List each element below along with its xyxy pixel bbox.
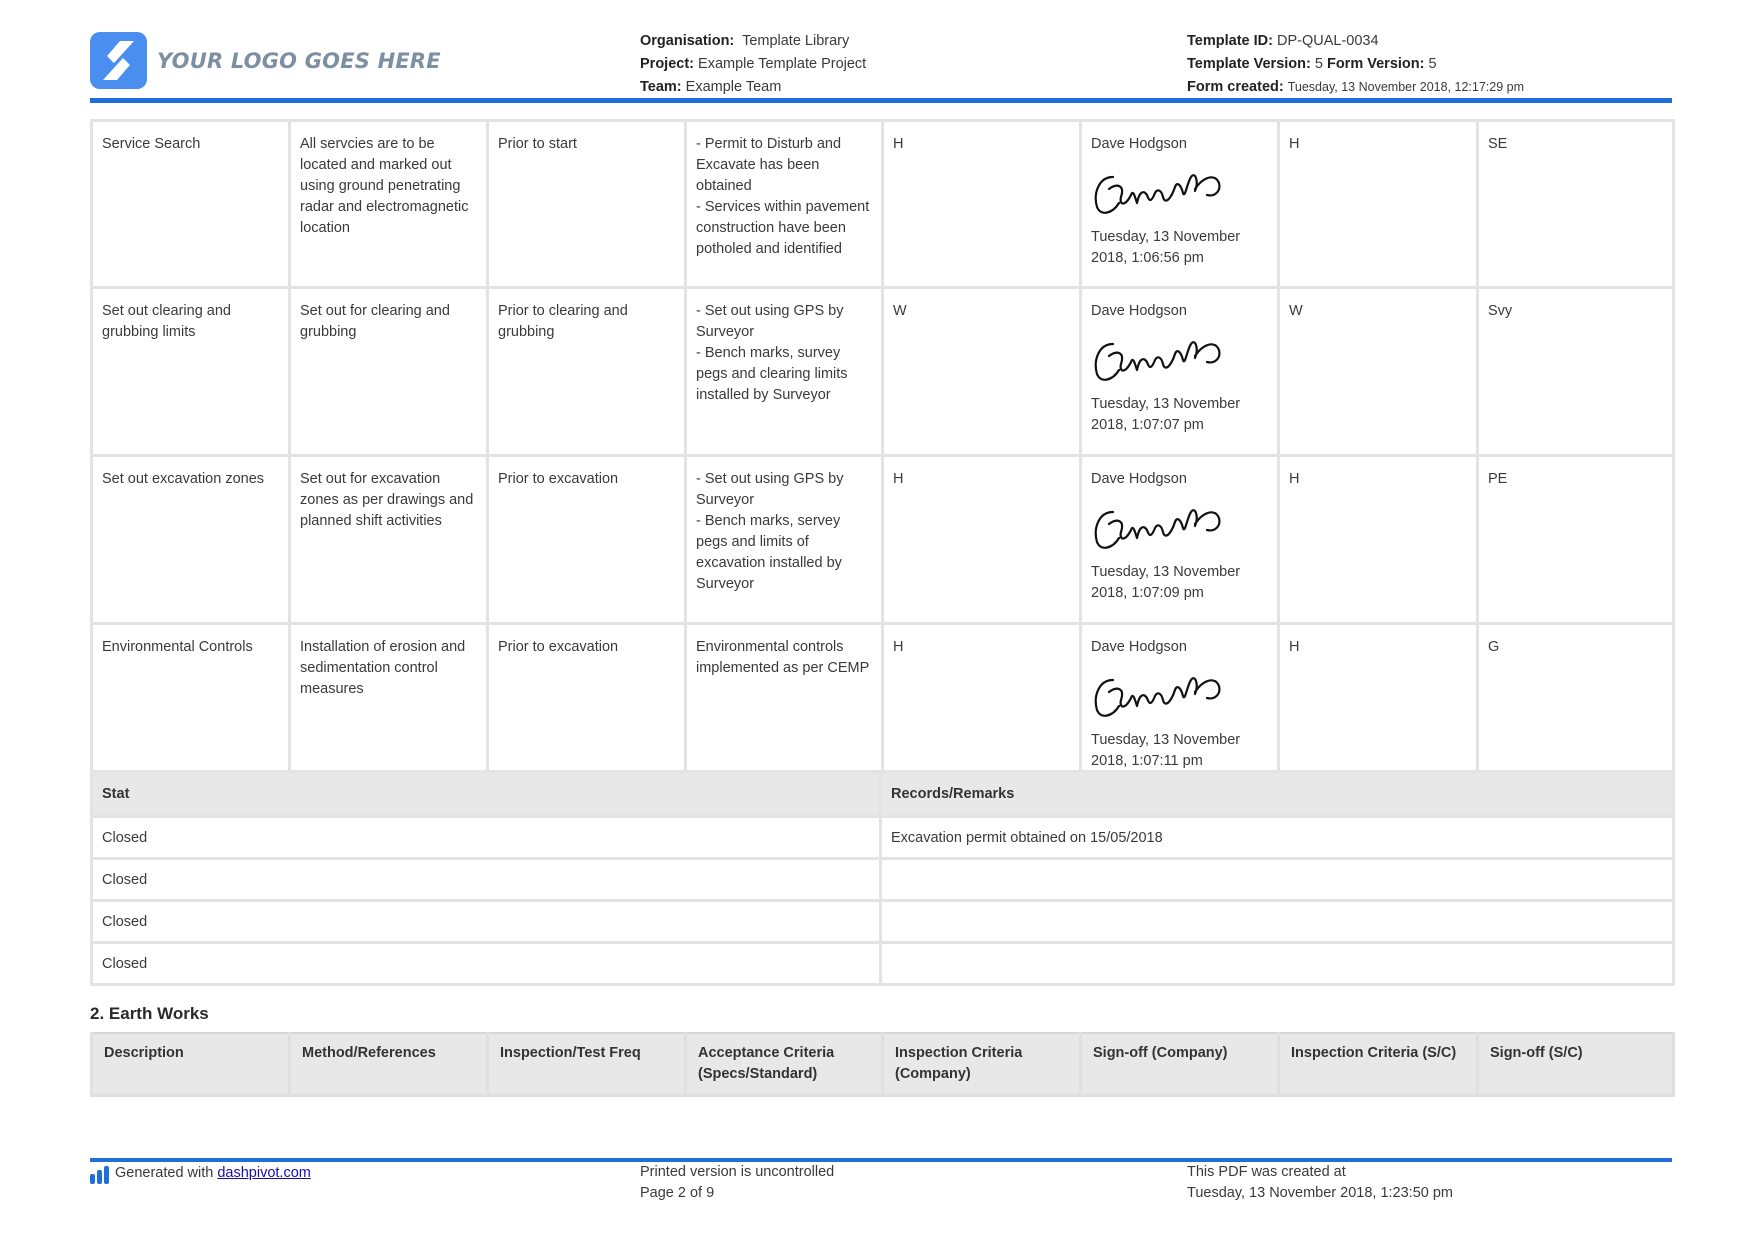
- dashpivot-icon: [90, 1166, 109, 1184]
- description-cell: Set out excavation zones: [92, 456, 290, 624]
- method-cell: Set out for excavation zones as per drawings and planned shift activities: [290, 456, 488, 624]
- column-header: Acceptance Criteria (Specs/Standard): [686, 1033, 883, 1096]
- form-created-value: Tuesday, 13 November 2018, 12:17:29 pm: [1287, 80, 1524, 94]
- section-title: 2. Earth Works: [90, 1004, 209, 1023]
- project-value: Example Template Project: [698, 56, 867, 72]
- signoff-date: Tuesday, 13 November 2018, 1:07:07 pm: [1091, 396, 1241, 433]
- table-row: [92, 456, 1674, 624]
- signoff-company-cell: [1081, 456, 1279, 624]
- acceptance-cell: - Set out using GPS by Surveyor - Bench marks, survey pegs and clearing limits installed by Surveyor: [686, 288, 883, 456]
- stat-remarks-table: [90, 770, 1675, 986]
- remarks-cell: [881, 901, 1674, 943]
- stat-header: Stat: [92, 772, 881, 817]
- column-header-row: [92, 1033, 1674, 1096]
- inspection-sc-cell: H: [1279, 624, 1478, 792]
- signoff-company-cell: [1081, 121, 1279, 288]
- table-row: [92, 901, 1674, 943]
- itp-table: [90, 119, 1675, 793]
- earth-works-table: [90, 1032, 1675, 1097]
- team-label: Team:: [640, 79, 682, 95]
- template-version-label: Template Version:: [1187, 56, 1311, 72]
- stat-cell: Closed: [92, 901, 881, 943]
- page-footer: [90, 1162, 1672, 1222]
- frequency-cell: Prior to excavation: [488, 624, 686, 792]
- logo: [90, 32, 441, 89]
- pdf-created-label: This PDF was created at: [1187, 1164, 1346, 1180]
- template-version-value: 5: [1314, 56, 1323, 72]
- signoff-name: Dave Hodgson: [1091, 303, 1187, 319]
- acceptance-cell: Environmental controls implemented as per CEMP: [686, 624, 883, 792]
- signature-image: [1091, 330, 1223, 386]
- frequency-cell: Prior to start: [488, 121, 686, 288]
- signature-image: [1091, 163, 1223, 219]
- signoff-sc-cell: PE: [1478, 456, 1674, 624]
- organisation-value: Template Library: [742, 33, 850, 49]
- stat-cell: Closed: [92, 859, 881, 901]
- header-template-info: [1187, 30, 1524, 99]
- inspection-company-cell: H: [883, 624, 1081, 792]
- stat-cell: Closed: [92, 817, 881, 859]
- description-cell: Service Search: [92, 121, 290, 288]
- footer-page-info: [640, 1162, 834, 1204]
- remarks-header: Records/Remarks: [881, 772, 1674, 817]
- template-id-value: DP-QUAL-0034: [1276, 33, 1379, 49]
- acceptance-cell: - Set out using GPS by Surveyor - Bench marks, servey pegs and limits of excavation installed by Surveyor: [686, 456, 883, 624]
- method-cell: Set out for clearing and grubbing: [290, 288, 488, 456]
- signoff-date: Tuesday, 13 November 2018, 1:06:56 pm: [1091, 229, 1241, 266]
- table-row: [92, 121, 1674, 288]
- organisation-label: Organisation:: [640, 33, 735, 49]
- column-header: Inspection Criteria (Company): [883, 1033, 1081, 1096]
- signoff-name: Dave Hodgson: [1091, 471, 1187, 487]
- signoff-name: Dave Hodgson: [1091, 136, 1187, 152]
- description-cell: Environmental Controls: [92, 624, 290, 792]
- method-cell: All servcies are to be located and marked out using ground penetrating radar and electromagnetic location: [290, 121, 488, 288]
- frequency-cell: Prior to excavation: [488, 456, 686, 624]
- signoff-company-cell: [1081, 624, 1279, 792]
- table-row: [92, 859, 1674, 901]
- logo-icon: [90, 32, 147, 89]
- logo-text: YOUR LOGO GOES HERE: [157, 48, 441, 73]
- footer-created-info: [1187, 1162, 1453, 1204]
- table-row: [92, 943, 1674, 985]
- generated-with: [90, 1162, 311, 1184]
- column-header: Inspection Criteria (S/C): [1279, 1033, 1478, 1096]
- inspection-sc-cell: W: [1279, 288, 1478, 456]
- table-row: [92, 817, 1674, 859]
- signature-image: [1091, 666, 1223, 722]
- form-version-label: Form Version:: [1326, 56, 1425, 72]
- inspection-company-cell: W: [883, 288, 1081, 456]
- remarks-cell: [881, 859, 1674, 901]
- remarks-cell: Excavation permit obtained on 15/05/2018: [881, 817, 1674, 859]
- dashpivot-link[interactable]: dashpivot.com: [217, 1164, 311, 1181]
- table-row: [92, 624, 1674, 792]
- inspection-sc-cell: H: [1279, 456, 1478, 624]
- signoff-date: Tuesday, 13 November 2018, 1:07:11 pm: [1091, 732, 1241, 769]
- team-value: Example Team: [685, 79, 782, 95]
- column-header: Inspection/Test Freq: [488, 1033, 686, 1096]
- remarks-cell: [881, 943, 1674, 985]
- form-version-value: 5: [1428, 56, 1437, 72]
- stat-cell: Closed: [92, 943, 881, 985]
- page-header: [90, 26, 1672, 102]
- header-divider: [90, 98, 1672, 103]
- project-label: Project:: [640, 56, 694, 72]
- signoff-name: Dave Hodgson: [1091, 639, 1187, 655]
- column-header: Description: [92, 1033, 290, 1096]
- signoff-sc-cell: SE: [1478, 121, 1674, 288]
- column-header: Sign-off (S/C): [1478, 1033, 1674, 1096]
- inspection-company-cell: H: [883, 456, 1081, 624]
- stat-header-row: [92, 772, 1674, 817]
- inspection-company-cell: H: [883, 121, 1081, 288]
- acceptance-cell: - Permit to Disturb and Excavate has been obtained - Services within pavement construction have been potholed and identified: [686, 121, 883, 288]
- inspection-sc-cell: H: [1279, 121, 1478, 288]
- column-header: Sign-off (Company): [1081, 1033, 1279, 1096]
- pdf-created-value: Tuesday, 13 November 2018, 1:23:50 pm: [1187, 1185, 1453, 1201]
- uncontrolled-note: Printed version is uncontrolled: [640, 1164, 835, 1180]
- page-number: Page 2 of 9: [640, 1185, 715, 1201]
- form-created-label: Form created:: [1187, 79, 1284, 95]
- column-header: Method/References: [290, 1033, 488, 1096]
- table-row: [92, 288, 1674, 456]
- generated-prefix: Generated with: [115, 1164, 214, 1181]
- signoff-date: Tuesday, 13 November 2018, 1:07:09 pm: [1091, 564, 1241, 601]
- description-cell: Set out clearing and grubbing limits: [92, 288, 290, 456]
- signoff-sc-cell: G: [1478, 624, 1674, 792]
- signoff-sc-cell: Svy: [1478, 288, 1674, 456]
- frequency-cell: Prior to clearing and grubbing: [488, 288, 686, 456]
- template-id-label: Template ID:: [1187, 33, 1273, 49]
- method-cell: Installation of erosion and sedimentation control measures: [290, 624, 488, 792]
- signature-image: [1091, 498, 1223, 554]
- header-project-info: [640, 30, 866, 99]
- signoff-company-cell: [1081, 288, 1279, 456]
